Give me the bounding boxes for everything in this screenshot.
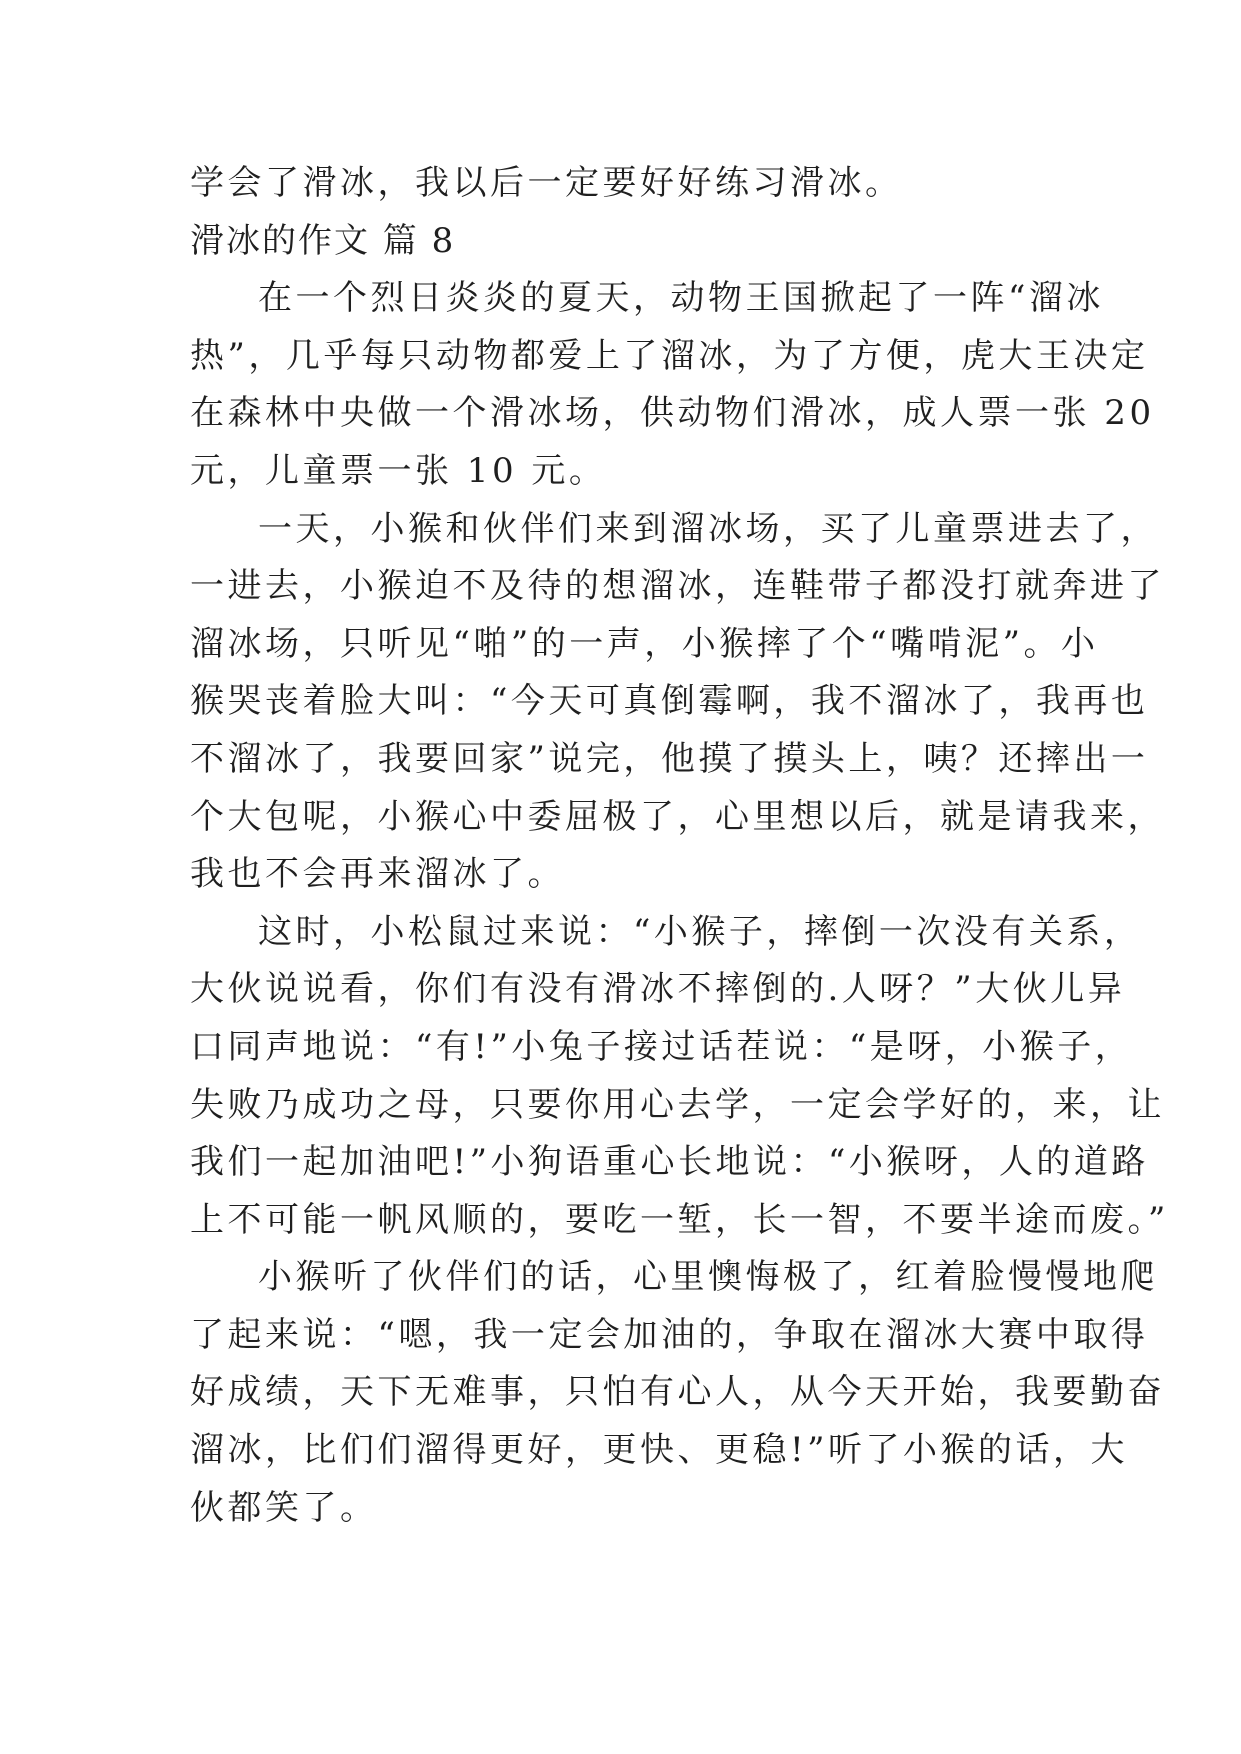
text-line: 失败乃成功之母，只要你用心去学，一定会学好的，来，让 — [190, 1084, 1165, 1125]
text-line: 上不可能一帆风顺的，要吃一堑，长一智，不要半途而废。” — [190, 1199, 1169, 1240]
paragraph-first-line: 这时，小松鼠过来说：“小猴子，摔倒一次没有关系， — [258, 911, 1142, 952]
text-line: 热”，几乎每只动物都爱上了溜冰，为了方便，虎大王决定 — [190, 335, 1149, 376]
text-line: 口同声地说：“有!”小兔子接过话茬说：“是呀，小猴子， — [190, 1026, 1133, 1067]
text-line: 在森林中央做一个滑冰场，供动物们滑冰，成人票一张 20 — [190, 393, 1155, 434]
paragraph-first-line: 在一个烈日炎炎的夏天，动物王国掀起了一阵“溜冰 — [258, 278, 1104, 319]
text-line: 元，儿童票一张 10 元。 — [190, 450, 607, 491]
text-line: 溜冰，比们们溜得更好，更快、更稳!”听了小猴的话，大 — [190, 1430, 1129, 1471]
text-line: 学会了滑冰，我以后一定要好好练习滑冰。 — [190, 163, 903, 203]
text-line: 我们一起加油吧!”小狗语重心长地说：“小猴呀，人的道路 — [190, 1142, 1149, 1183]
text-line: 好成绩，天下无难事，只怕有心人，从今天开始，我要勤奋 — [190, 1372, 1165, 1413]
text-line: 个大包呢，小猴心中委屈极了，心里想以后，就是请我来， — [190, 796, 1165, 837]
text-line: 了起来说：“嗯，我一定会加油的，争取在溜冰大赛中取得 — [190, 1314, 1149, 1355]
text-line: 溜冰场，只听见“啪”的一声，小猴摔了个“嘴啃泥”。小 — [190, 623, 1099, 664]
paragraph-first-line: 一天，小猴和伙伴们来到溜冰场，买了儿童票进去了， — [258, 508, 1158, 549]
text-line: 猴哭丧着脸大叫：“今天可真倒霉啊，我不溜冰了，我再也 — [190, 681, 1149, 722]
text-line: 一进去，小猴迫不及待的想溜冰，连鞋带子都没打就奔进了 — [190, 566, 1165, 607]
text-line: 我也不会再来溜冰了。 — [190, 854, 565, 895]
essay-text — [190, 155, 1169, 1537]
text-line: 伙都笑了。 — [190, 1487, 378, 1528]
paragraph-first-line: 小猴听了伙伴们的话，心里懊悔极了，红着脸慢慢地爬 — [258, 1257, 1158, 1298]
text-line: 不溜冰了，我要回家”说完，他摸了摸头上，咦？还摔出一 — [190, 738, 1149, 779]
text-line: 大伙说说看，你们有没有滑冰不摔倒的.人呀？”大伙儿异 — [190, 969, 1126, 1010]
essay-title: 滑冰的作文 篇 8 — [190, 220, 456, 261]
